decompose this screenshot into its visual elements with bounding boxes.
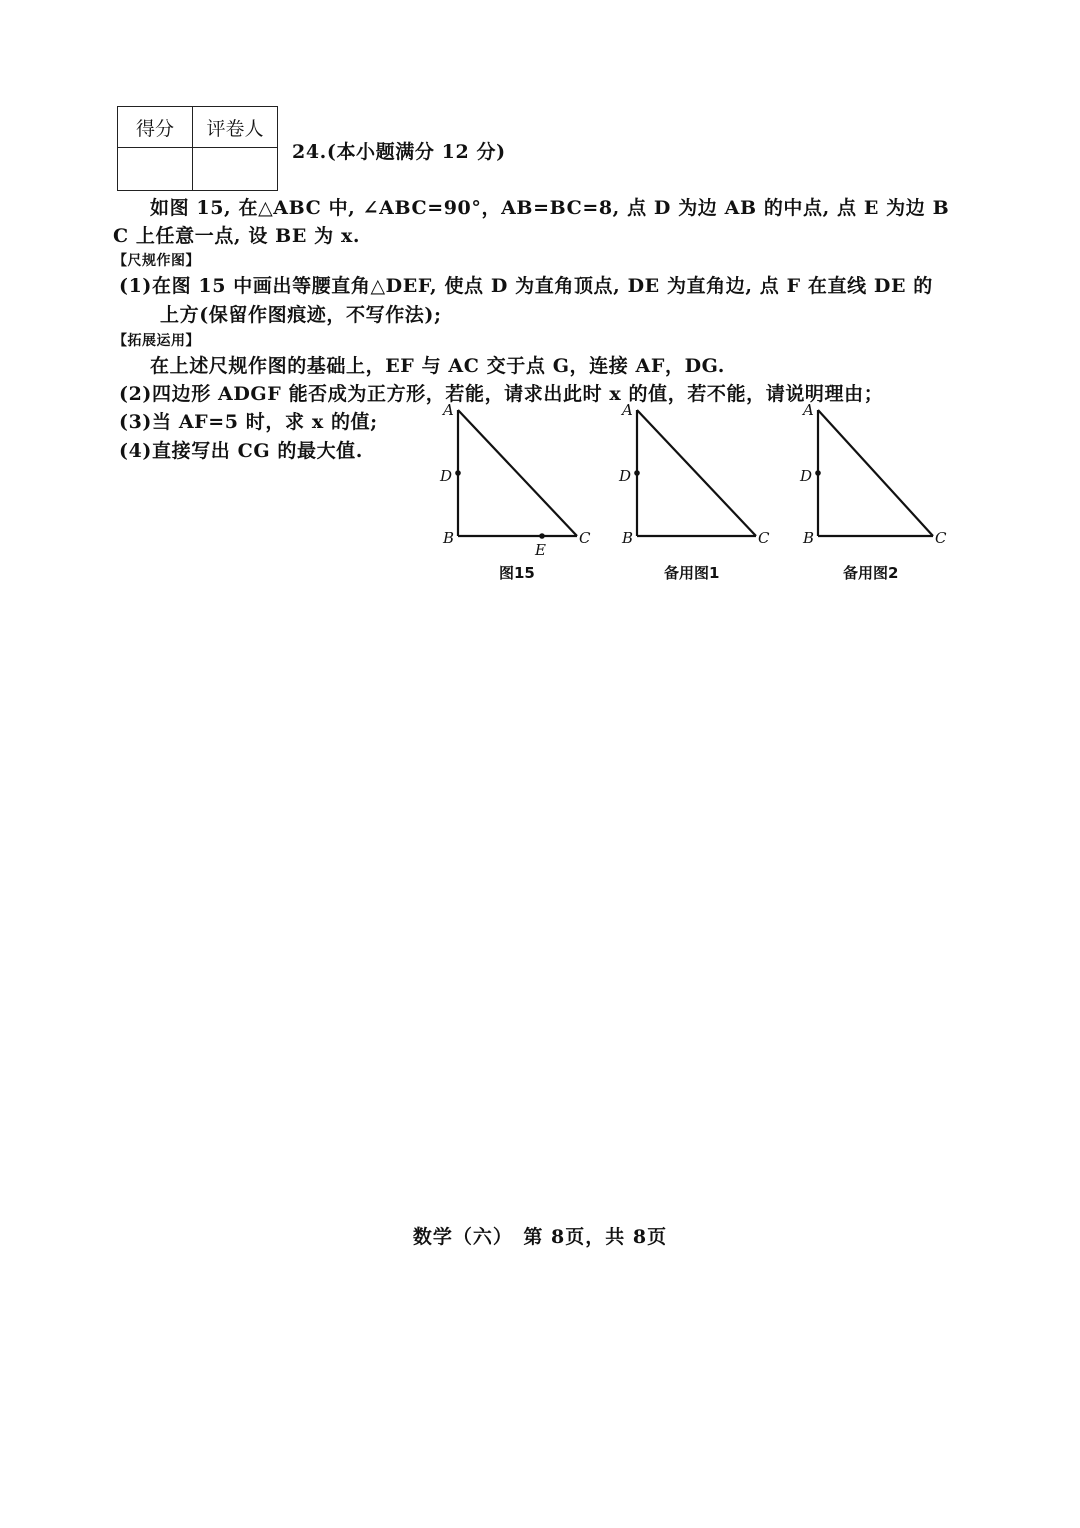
label-b: B [803,529,815,547]
grader-header: 评卷人 [193,107,278,148]
label-a: A [443,401,454,419]
label-d: D [440,467,453,485]
point-e [539,533,545,539]
score-table [117,106,278,191]
backup-figure-1 [617,398,777,567]
side-ac [818,410,933,536]
label-b: B [622,529,634,547]
label-c: C [758,529,770,547]
side-ac [458,410,577,536]
question-stem-line2: C 上任意一点, 设 BE 为 x. [113,225,361,247]
score-cell[interactable] [118,148,193,191]
part1-line1: (1)在图 15 中画出等腰直角△DEF, 使点 D 为直角顶点, DE 为直角边, 点 F 在直线 DE 的 [119,275,933,297]
grader-cell[interactable] [193,148,278,191]
point-d [455,470,461,476]
backup-figure-2-caption: 备用图2 [843,564,899,582]
part4-question: (4)直接写出 CG 的最大值. [119,440,363,462]
section-tag-construction: 【尺规作图】 [113,253,200,269]
side-ac [637,410,756,536]
label-c: C [579,529,591,547]
score-header: 得分 [118,107,193,148]
label-d: D [619,467,632,485]
figure-15 [438,398,598,567]
part3-question: (3)当 AF=5 时，求 x 的值; [119,411,378,433]
question-stem-line1: 如图 15, 在△ABC 中, ∠ABC=90°，AB=BC=8, 点 D 为边 AB 的中点, 点 E 为边 B [150,197,950,219]
page-footer: 数学（六） 第 8页，共 8页 [412,1226,668,1248]
backup-figure-2 [798,398,958,567]
question-title: 24.(本小题满分 12 分) [292,141,506,163]
label-e: E [535,541,546,559]
part1-line2: 上方(保留作图痕迹，不写作法); [160,304,442,326]
point-d [815,470,821,476]
point-d [634,470,640,476]
figure-15-caption: 图15 [499,564,535,582]
part2-intro: 在上述尺规作图的基础上，EF 与 AC 交于点 G，连接 AF，DG. [150,355,726,377]
part2-question: (2)四边形 ADGF 能否成为正方形，若能，请求出此时 x 的值，若不能，请说明理由； [119,383,884,405]
label-a: A [622,401,633,419]
section-tag-extension: 【拓展运用】 [113,333,200,349]
label-d: D [800,467,813,485]
label-b: B [443,529,455,547]
label-a: A [803,401,814,419]
label-c: C [935,529,947,547]
backup-figure-1-caption: 备用图1 [664,564,720,582]
